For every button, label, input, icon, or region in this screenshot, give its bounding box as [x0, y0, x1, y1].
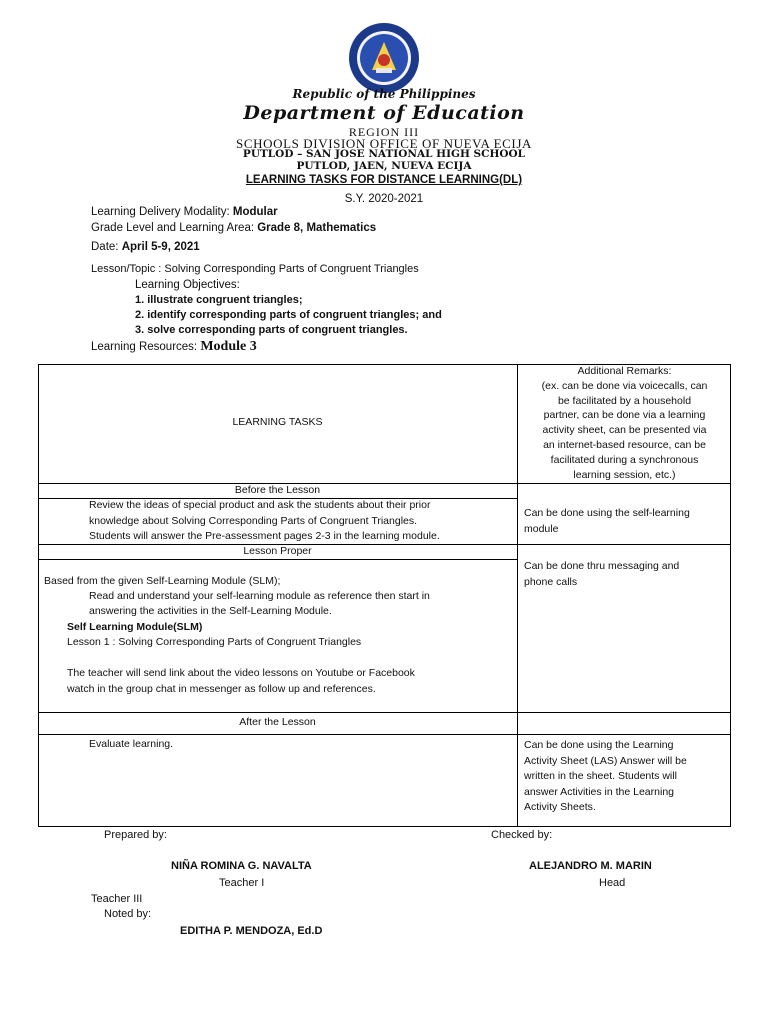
remark-line: phone calls: [524, 575, 578, 588]
modality-value: Modular: [232, 206, 278, 218]
after-lesson-text: Evaluate learning.: [89, 738, 174, 750]
remarks-line: activity sheet, can be presented via: [542, 424, 707, 437]
date-line: [91, 241, 200, 253]
lesson-1-title: Lesson 1 : Solving Corresponding Parts of Congruent Triangles: [67, 636, 362, 648]
remark-line: Activity Sheet (LAS) Answer will be: [524, 754, 687, 767]
topic-value: Solving Corresponding Parts of Congruent Triangles: [164, 263, 419, 275]
proper-read-line: Read and understand your self-learning module as reference then start in: [89, 590, 430, 602]
division-heading: SCHOOLS DIVISION OFFICE OF NUEVA ECIJA: [236, 136, 532, 151]
table-rule: [38, 559, 517, 560]
checker-name: ALEJANDRO M. MARIN: [529, 860, 652, 872]
lesson-proper-label: Lesson Proper: [243, 545, 312, 557]
date-label: Date:: [91, 241, 122, 253]
department-heading: Department of Education: [243, 102, 525, 124]
remarks-line: facilitated during a synchronous: [550, 453, 699, 466]
grade-value: Grade 8, Mathematics: [257, 222, 377, 234]
lesson-proper-remark: [524, 559, 728, 590]
remark-line: Activity Sheets.: [524, 801, 596, 813]
slm-label: Self Learning Module(SLM): [67, 621, 203, 633]
proper-intro: Based from the given Self-Learning Module (SLM);: [44, 575, 281, 587]
remarks-line: partner, can be done via a learning: [543, 409, 706, 422]
remarks-line: learning session, etc.): [573, 468, 676, 481]
table-rule: [38, 734, 731, 735]
video-lessons-note: [67, 666, 511, 697]
date-value: April 5-9, 2021: [121, 241, 200, 253]
before-line: knowledge about Solving Corresponding Parts of Congruent Triangles.: [89, 514, 418, 527]
objective-item: 1. illustrate congruent triangles;: [135, 294, 303, 306]
grade-line: [91, 222, 376, 234]
after-lesson-label: After the Lesson: [239, 716, 316, 728]
objective-item: 2. identify corresponding parts of congruent triangles; and: [135, 309, 442, 321]
before-line: Students will answer the Pre-assessment pages 2-3 in the learning module.: [89, 530, 440, 542]
before-line: Review the ideas of special product and ask the students about their prior: [89, 499, 431, 511]
checked-by-label: Checked by:: [491, 829, 553, 841]
checker-title: Head: [599, 877, 626, 889]
remarks-line: an internet-based resource, can be: [543, 438, 706, 451]
preparer-name: NIÑA ROMINA G. NAVALTA: [171, 860, 312, 872]
teacher-3-label: Teacher III: [91, 893, 143, 905]
remark-line: Can be done using the Learning: [524, 739, 674, 751]
region-heading: REGION III: [348, 125, 420, 139]
before-lesson-text: [89, 498, 514, 545]
additional-remarks-header: [518, 364, 731, 482]
after-lesson-remark: [524, 738, 725, 816]
resources-line: [91, 339, 257, 355]
modality-label: Learning Delivery Modality:: [91, 206, 233, 218]
remark-line: answer Activities in the Learning: [524, 785, 674, 798]
resources-value: Module 3: [200, 339, 257, 354]
document-title: LEARNING TASKS FOR DISTANCE LEARNING(DL): [245, 174, 523, 186]
learning-tasks-header: LEARNING TASKS: [232, 416, 323, 428]
grade-label: Grade Level and Learning Area:: [91, 222, 258, 234]
topic-label: Lesson/Topic :: [91, 263, 165, 275]
table-rule: [38, 712, 731, 713]
video-line: The teacher will send link about the video lessons on Youtube or Facebook: [67, 667, 415, 679]
objectives-label: Learning Objectives:: [135, 279, 240, 291]
republic-heading: Republic of the Philippines: [292, 87, 476, 101]
remark-line: module: [524, 522, 559, 535]
video-line: watch in the group chat in messenger as follow up and references.: [67, 682, 376, 695]
noted-by-label: Noted by:: [104, 908, 152, 920]
prepared-by-label: Prepared by:: [104, 829, 167, 841]
school-name: PUTLOD – SAN JOSE NATIONAL HIGH SCHOOL: [242, 148, 526, 160]
school-address: PUTLOD, JAEN, NUEVA ECIJA: [296, 160, 472, 172]
preparer-title: Teacher I: [219, 877, 265, 889]
remarks-title: Additional Remarks:: [577, 365, 672, 377]
remark-line: Can be done using the self-learning: [524, 507, 690, 519]
topic-line: [91, 263, 419, 275]
remark-line: Can be done thru messaging and: [524, 560, 680, 572]
modality-line: [91, 206, 278, 218]
deped-seal-logo: [348, 22, 420, 94]
before-lesson-label: Before the Lesson: [234, 484, 321, 496]
remark-line: written in the sheet. Students will: [524, 770, 677, 782]
noter-name: EDITHA P. MENDOZA, Ed.D: [180, 925, 323, 937]
objective-item: 3. solve corresponding parts of congruent triangles.: [135, 324, 408, 336]
before-lesson-remark: [524, 506, 728, 537]
resources-label: Learning Resources:: [91, 341, 201, 353]
proper-read-line: answering the activities in the Self-Learning Module.: [89, 605, 332, 617]
remarks-line: be facilitated by a household: [557, 394, 692, 407]
school-year: S.Y. 2020-2021: [344, 193, 424, 205]
remarks-line: (ex. can be done via voicecalls, can: [541, 379, 708, 392]
